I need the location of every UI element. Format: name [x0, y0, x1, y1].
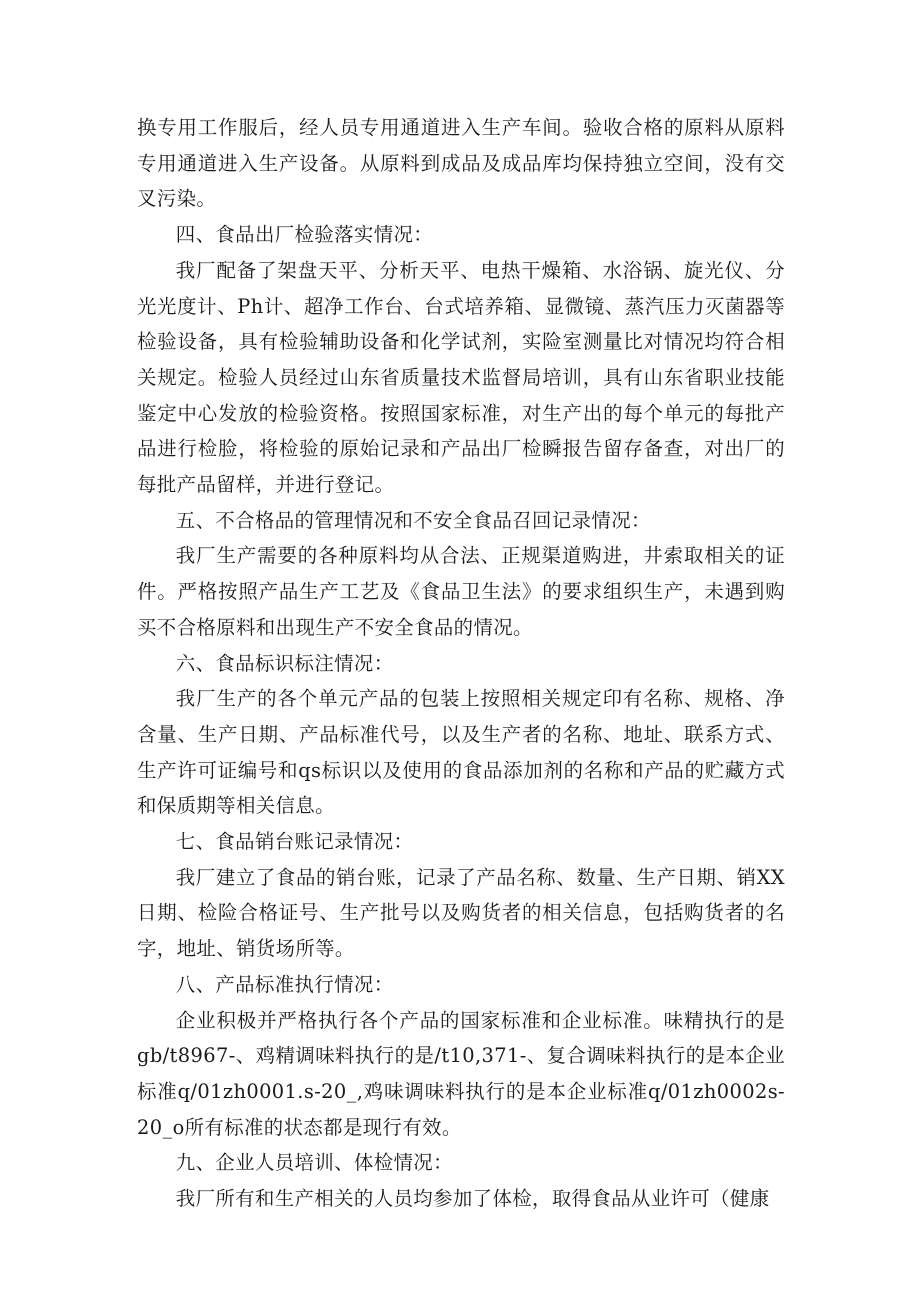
paragraph-intro: 换专用工作服后，经人员专用通道进入生产车间。验收合格的原料从原料专用通道进入生产设备。从原料到成品及成品库均保持独立空间，没有交叉污染。: [137, 116, 785, 211]
paragraph-7: 我厂建立了食品的销台账，记录了产品名称、数量、生产日期、销XX日期、检险合格证号、生产批号以及购货者的相关信息，包括购货者的名字，地址、销货场所等。: [137, 865, 785, 961]
paragraph-4: 我厂配备了架盘天平、分析天平、电热干燥箱、水浴锅、旋光仪、分光光度计、Ph计、超净工作台、台式培养箱、显微镜、蒸汽压力灭菌器等检验设备，具有检验辅助设备和化学试剂，实险室测量比对情况均符合相关规定。检验人员经过山东省质量技术监督局培训，具有山东省职业技能鉴定中心发放的检验资格。按照国家标准，对生产出的每个单元的每批产品进行检脸，将检验的原始记录和产品出厂检瞬报告留存备查，对出厂的每批产品留样，并进行登记。: [137, 258, 785, 497]
section-heading-7: 七、食品销台账记录情况：: [175, 830, 414, 854]
section-heading-8: 八、产品标准执行情况：: [175, 972, 394, 996]
section-heading-6: 六、食品标识标注情况：: [175, 651, 394, 675]
section-heading-9: 九、企业人员培训、体检情况：: [175, 1151, 453, 1175]
paragraph-6: 我厂生产的各个单元产品的包装上按照相关规定印有名称、规格、净含量、生产日期、产品标准代号，以及生产者的名称、地址、联系方式、生产许可证编号和qs标识以及使用的食品添加剂的名称和产品的贮藏方式和保质期等相关信息。: [137, 687, 785, 818]
paragraph-5: 我厂生产需要的各种原料均从合法、正规渠道购进，井索取相关的证件。严格按照产品生产工艺及《食品卫生法》的要求组织生产，未遇到购买不合格原料和出现生产不安全食品的情况。: [137, 544, 785, 639]
paragraph-9: 我厂所有和生产相关的人员均参加了体检，取得食品从业许可（健康: [175, 1187, 770, 1211]
section-heading-5: 五、不合格品的管理情况和不安全食品召回记录情况：: [175, 508, 651, 532]
document-body: [137, 110, 785, 1217]
paragraph-8: 企业积极并严格执行各个产品的国家标准和企业标准。味精执行的是gb/t8967-、鸡精调味料执行的是/t10,371-、复合调味料执行的是本企业标准q/01zh0001.s-20_,鸡味调味料执行的是本企业标准q/01zh0002s-20_o所有标准的状态都是现行有效。: [137, 1008, 785, 1139]
section-heading-4: 四、食品出厂检验落实情况：: [175, 223, 434, 247]
